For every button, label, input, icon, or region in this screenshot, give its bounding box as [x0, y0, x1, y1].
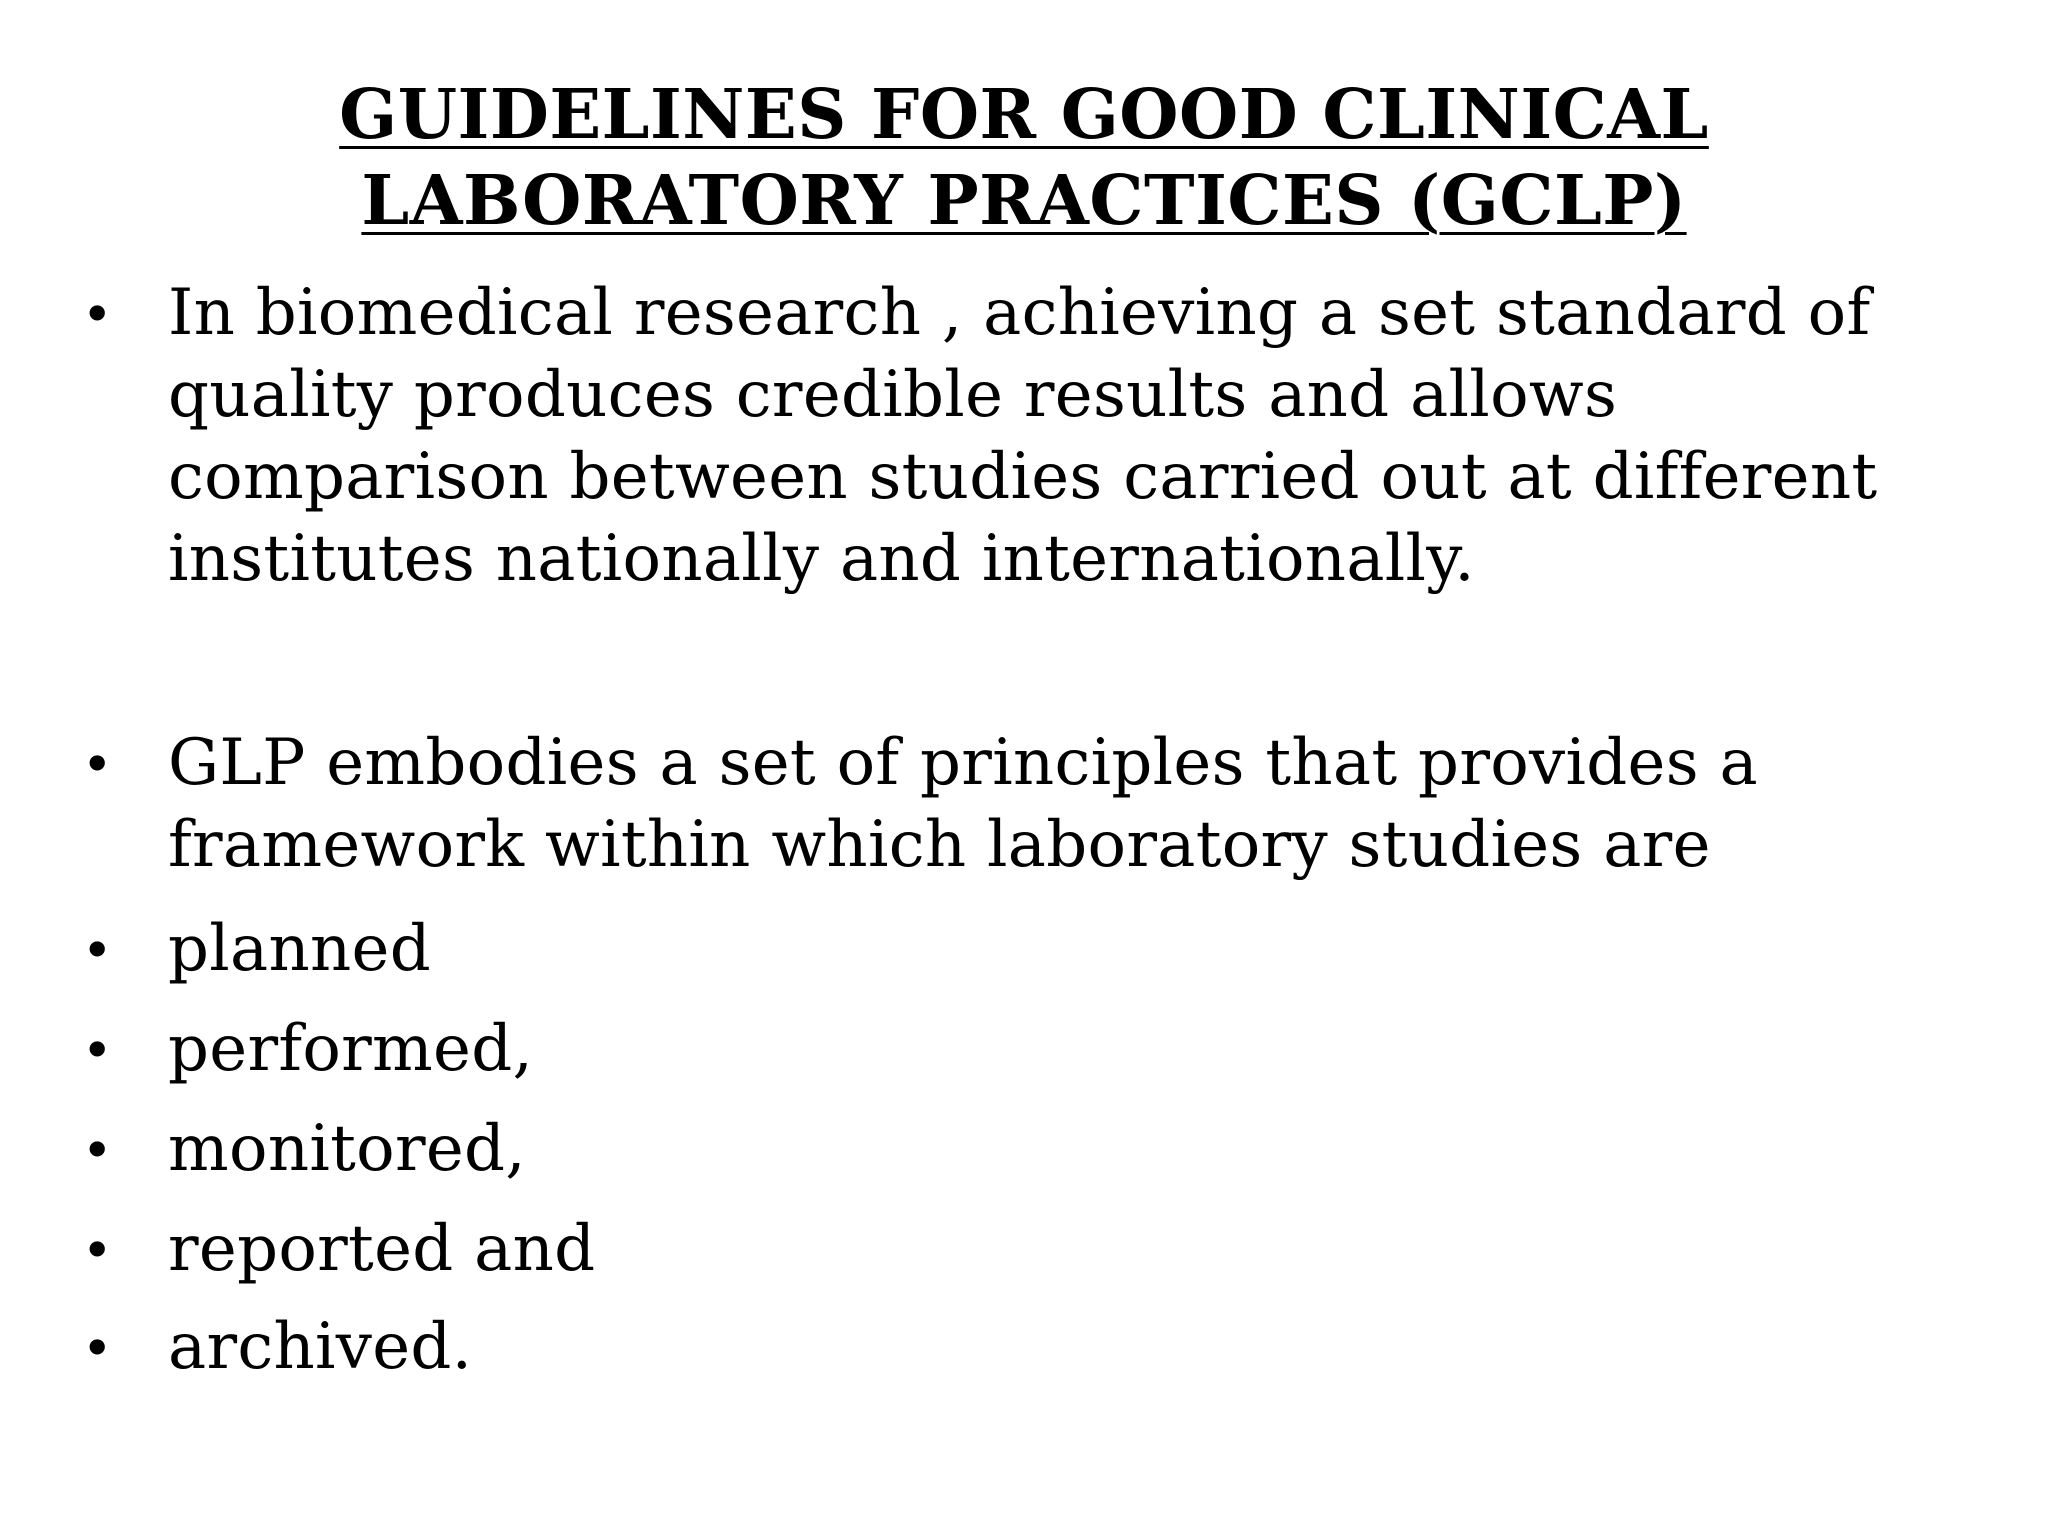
title-line-2: LABORATORY PRACTICES (GCLP): [361, 161, 1687, 241]
bullet-line: framework within which laboratory studies are: [168, 808, 1711, 882]
bullet-marker: •: [86, 277, 109, 348]
bullet-marker: •: [86, 1311, 109, 1382]
bullet-line: In biomedical research , achieving a set standard of: [168, 276, 1871, 350]
bullet-text: archived.: [168, 1310, 473, 1384]
bullet-line: institutes nationally and internationally.: [168, 522, 1475, 596]
bullet-line: comparison between studies carried out at different: [168, 440, 1878, 514]
bullet-text: performed,: [168, 1012, 534, 1086]
bullet-line: GLP embodies a set of principles that provides a: [168, 726, 1758, 800]
title-line-1: GUIDELINES FOR GOOD CLINICAL: [339, 75, 1709, 155]
bullet-marker: •: [86, 1113, 109, 1184]
bullet-text: [168, 722, 1988, 886]
bullet-marker: •: [86, 1213, 109, 1284]
bullet-text: [168, 272, 1988, 600]
bullet-marker: •: [86, 727, 109, 798]
bullet-marker: •: [86, 913, 109, 984]
bullet-text: planned: [168, 912, 431, 986]
bullet-text: monitored,: [168, 1112, 526, 1186]
bullet-marker: •: [86, 1013, 109, 1084]
bullet-text: reported and: [168, 1212, 596, 1286]
bullet-line: quality produces credible results and allows: [168, 358, 1618, 432]
slide-title: [0, 72, 2048, 244]
